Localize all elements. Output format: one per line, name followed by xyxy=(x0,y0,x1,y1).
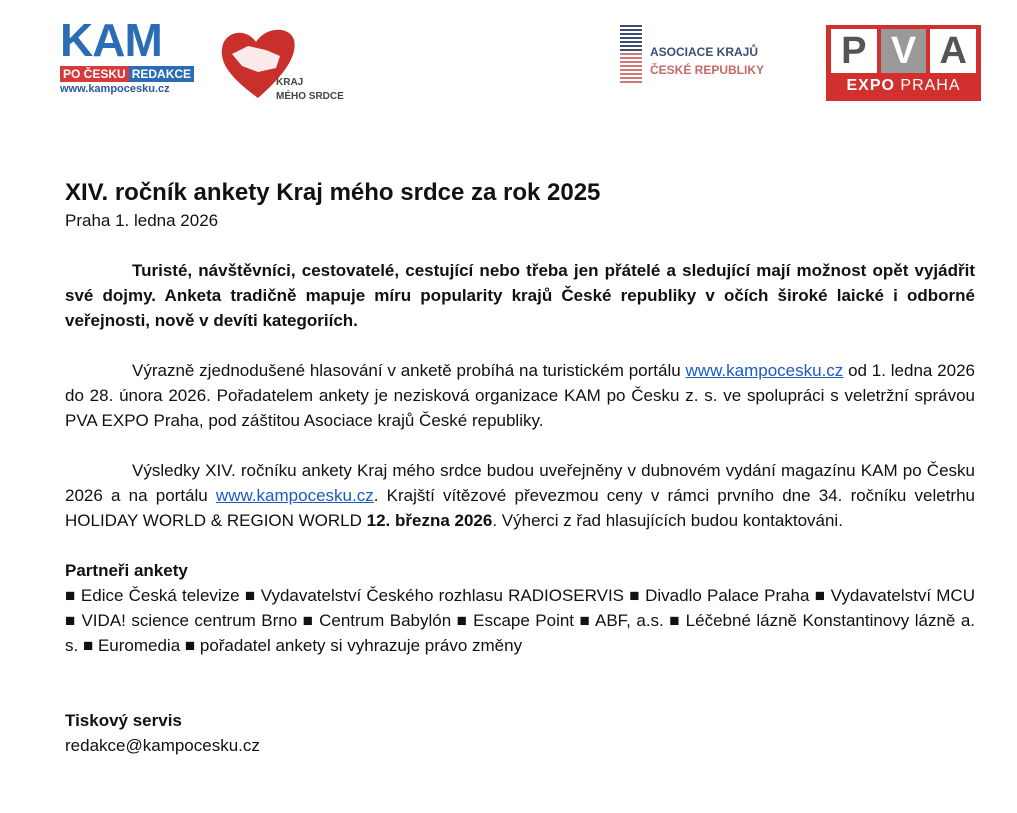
heart-logo-line1: KRAJ xyxy=(276,77,304,88)
kam-logo-right: REDAKCE xyxy=(129,66,194,82)
pva-letter: P xyxy=(831,29,877,73)
text: . Výherci z řad hlasujících budou kontaktováni. xyxy=(492,511,843,530)
press-heading: Tiskový servis xyxy=(65,711,182,730)
text: Výsledky XIV. ročníku ankety Kraj mého srdce budou uveřejněny v dubnovém vydání magazínu KAM po Česku 2026 a na portálu xyxy=(65,461,975,505)
text: . Krajští vítězové převezmou ceny v rámci prvního dne 34. ročníku veletrhu HOLIDAY WORLD & REGION WORLD xyxy=(65,486,975,530)
press-release xyxy=(65,178,975,758)
asociace-kraju-logo xyxy=(620,25,790,100)
results-paragraph xyxy=(65,458,975,533)
event-date: 12. března 2026 xyxy=(366,511,493,530)
partners-heading: Partneři ankety xyxy=(65,561,188,580)
kam-logo-url: www.kampocesku.cz xyxy=(60,83,170,95)
text: Výrazně zjednodušené hlasování v anketě probíhá na turistickém portálu xyxy=(132,361,686,380)
stripes-icon xyxy=(620,25,642,85)
page-title: XIV. ročník ankety Kraj mého srdce za rok 2025 xyxy=(65,179,601,206)
kampocesku-link[interactable]: www.kampocesku.cz xyxy=(685,361,844,380)
pva-expo-praha-logo xyxy=(826,25,981,101)
date-line: Praha 1. ledna 2026 xyxy=(65,211,219,230)
kraj-meho-srdce-logo xyxy=(218,26,368,106)
kampocesku-link[interactable]: www.kampocesku.cz xyxy=(215,486,374,505)
text: od 1. ledna 2026 do 28. února 2026. Pořadatelem ankety je nezisková organizace KAM po Česku z. s. ve spolupráci s veletržní správou PVA EXPO Praha, pod záštitou Asociace krajů České republiky. xyxy=(65,361,975,430)
press-email: redakce@kampocesku.cz xyxy=(65,736,260,755)
partners-list: ■ Edice Česká televize ■ Vydavatelství Českého rozhlasu RADIOSERVIS ■ Divadlo Palace Praha ■ Vydavatelství MCU ■ VIDA! science centrum Brno ■ Centrum Babylón ■ Escape Point ■ ABF, a.s. ■ Léčebné lázně Konstantinovy lázně a. s. ■ Euromedia ■ pořadatel ankety si vyhrazuje právo změny xyxy=(65,586,975,655)
kam-logo-left: PO ČESKU xyxy=(60,66,129,82)
akcr-line2: ČESKÉ REPUBLIKY xyxy=(650,63,765,77)
pva-letter: A xyxy=(930,29,976,73)
pva-expo: EXPO xyxy=(846,77,895,94)
heart-logo-line2: MÉHO SRDCE xyxy=(276,91,344,102)
akcr-line1: ASOCIACE KRAJŮ xyxy=(650,45,759,59)
pva-praha: PRAHA xyxy=(900,77,961,94)
pva-letter: V xyxy=(881,29,927,73)
intro-paragraph: Turisté, návštěvníci, cestovatelé, cestující nebo třeba jen přátelé a sledující mají možnost opět vyjádřit své dojmy. Anketa tradičně mapuje míru popularity krajů České republiky v očích široké laické i odborné veřejnosti, nově v devíti kategoriích. xyxy=(65,261,975,330)
kam-po-cesku-logo xyxy=(60,14,210,97)
voting-paragraph xyxy=(65,358,975,433)
kam-logo-text: KAM xyxy=(60,14,162,66)
